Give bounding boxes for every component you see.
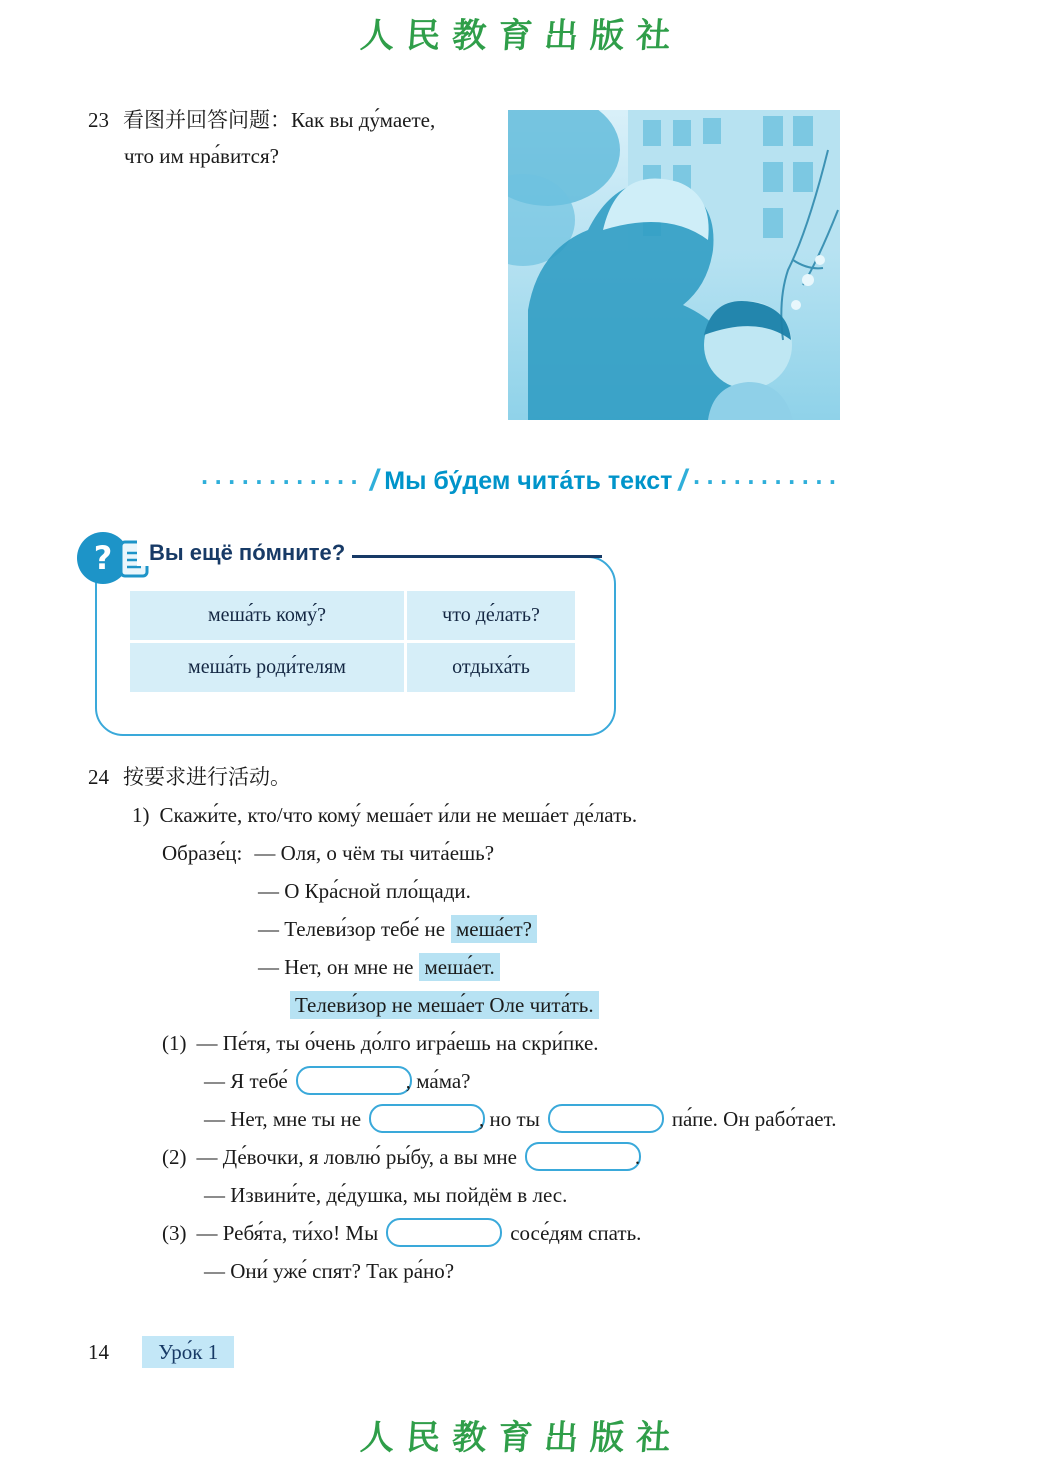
table-row <box>130 591 575 640</box>
table-cell-otdykhat: отдыха́ть <box>407 643 575 692</box>
title-rule <box>352 555 602 558</box>
divider-slash-right: / <box>678 464 687 497</box>
highlighted-word: меша́ет? <box>451 915 537 943</box>
sample-line-5 <box>290 986 978 1024</box>
item-1-line-3 <box>204 1100 978 1138</box>
exercise-24-number: 24 <box>88 765 109 789</box>
section-title: Мы бу́дем чита́ть текст <box>384 466 673 495</box>
table-cell-meshat-roditelyam: меша́ть роди́телям <box>130 643 404 692</box>
publisher-logo-top: 人民教育出版社 <box>358 16 684 56</box>
table-row <box>130 643 575 692</box>
answer-blank[interactable] <box>386 1218 502 1247</box>
sample-line-3 <box>258 910 978 948</box>
exercise-23-number: 23 <box>88 108 109 132</box>
table-cell-chto-delat: что де́лать? <box>407 591 575 640</box>
exercise-23-prompt-line1: 看图并回答问题：Как вы ду́маете, <box>123 108 436 132</box>
item-1-line-2 <box>204 1062 978 1100</box>
sample-dialogue-4: — Нет, он мне не <box>258 955 414 979</box>
exercise-23 <box>88 102 435 174</box>
sample-dialogue-2: — О Кра́сной пло́щади. <box>258 879 471 903</box>
item-2-line-1 <box>162 1138 978 1176</box>
answer-blank[interactable] <box>296 1066 412 1095</box>
remember-table <box>127 588 578 695</box>
sample-label: Образе́ц: <box>162 841 243 865</box>
remember-box <box>93 539 616 736</box>
item-1-dialogue-3-pre: — Нет, мне ты не <box>204 1107 362 1131</box>
item-2-label: (2) <box>162 1145 187 1169</box>
exercise-23-prompt-line2: что им нра́вится? <box>124 144 279 168</box>
exercise-24-prompt: 按要求进行活动。 <box>123 765 291 789</box>
item-3-dialogue-2: — Они́ уже́ спят? Так ра́но? <box>204 1259 455 1283</box>
divider-slash-left: / <box>369 464 379 497</box>
item-3-dialogue-1-post: сосе́дям спать. <box>510 1221 642 1245</box>
table-cell-meshat-komu: меша́ть кому́? <box>130 591 404 640</box>
photo-illustration <box>508 110 840 420</box>
item-1-dialogue-2-post: , ма́ма? <box>405 1069 471 1093</box>
item-2-dialogue-1-post: . <box>634 1145 641 1169</box>
divider-dots-left: ............ <box>200 465 364 489</box>
answer-blank[interactable] <box>525 1142 641 1171</box>
item-3-line-1 <box>162 1214 978 1252</box>
highlighted-sentence: Телеви́зор не меша́ет Оле чита́ть. <box>290 991 599 1019</box>
item-2-dialogue-2: — Извини́те, де́душка, мы пойдём в лес. <box>204 1183 568 1207</box>
page-number: 14 <box>88 1340 109 1364</box>
question-mark-glyph: ? <box>93 539 113 577</box>
publisher-logo-bottom: 人民教育出版社 <box>358 1418 684 1458</box>
sample-line-1 <box>162 834 978 872</box>
highlighted-word: меша́ет. <box>419 953 499 981</box>
sample-dialogue-3: — Телеви́зор тебе́ не <box>258 917 446 941</box>
remember-box-title: Вы ещё по́мните? <box>137 540 357 566</box>
sample-dialogue-1: — Оля, о чём ты чита́ешь? <box>254 841 495 865</box>
item-3-label: (3) <box>162 1221 187 1245</box>
task-1 <box>132 796 978 834</box>
sample-line-4 <box>258 948 978 986</box>
item-3-dialogue-1-pre: — Ребя́та, ти́хо! Мы <box>196 1221 379 1245</box>
exercise-24-heading <box>88 758 978 796</box>
item-1-line-1 <box>162 1024 978 1062</box>
photo-grandmother-and-child <box>508 110 840 420</box>
section-divider <box>0 464 1043 498</box>
item-1-label: (1) <box>162 1031 187 1055</box>
item-1-dialogue-2-pre: — Я тебе́ <box>204 1069 288 1093</box>
answer-blank[interactable] <box>548 1104 664 1133</box>
answer-blank[interactable] <box>369 1104 485 1133</box>
divider-dots-right: ........... <box>692 465 843 489</box>
task-1-label: 1) <box>132 803 150 827</box>
exercise-24 <box>88 758 978 1290</box>
item-2-dialogue-1-pre: — Де́вочки, я ловлю́ ры́бу, а вы мне <box>196 1145 517 1169</box>
item-1-dialogue-3-mid: , но ты <box>479 1107 540 1131</box>
task-1-text: Скажи́те, кто/что кому́ меша́ет и́ли не меша́ет де́лать. <box>159 803 638 827</box>
item-1-dialogue-3-post: па́пе. Он рабо́тает. <box>671 1107 837 1131</box>
page-footer <box>88 1340 234 1365</box>
lesson-label: Уро́к 1 <box>142 1336 234 1368</box>
item-1-dialogue-1: — Пе́тя, ты о́чень до́лго игра́ешь на скри́пке. <box>196 1031 599 1055</box>
